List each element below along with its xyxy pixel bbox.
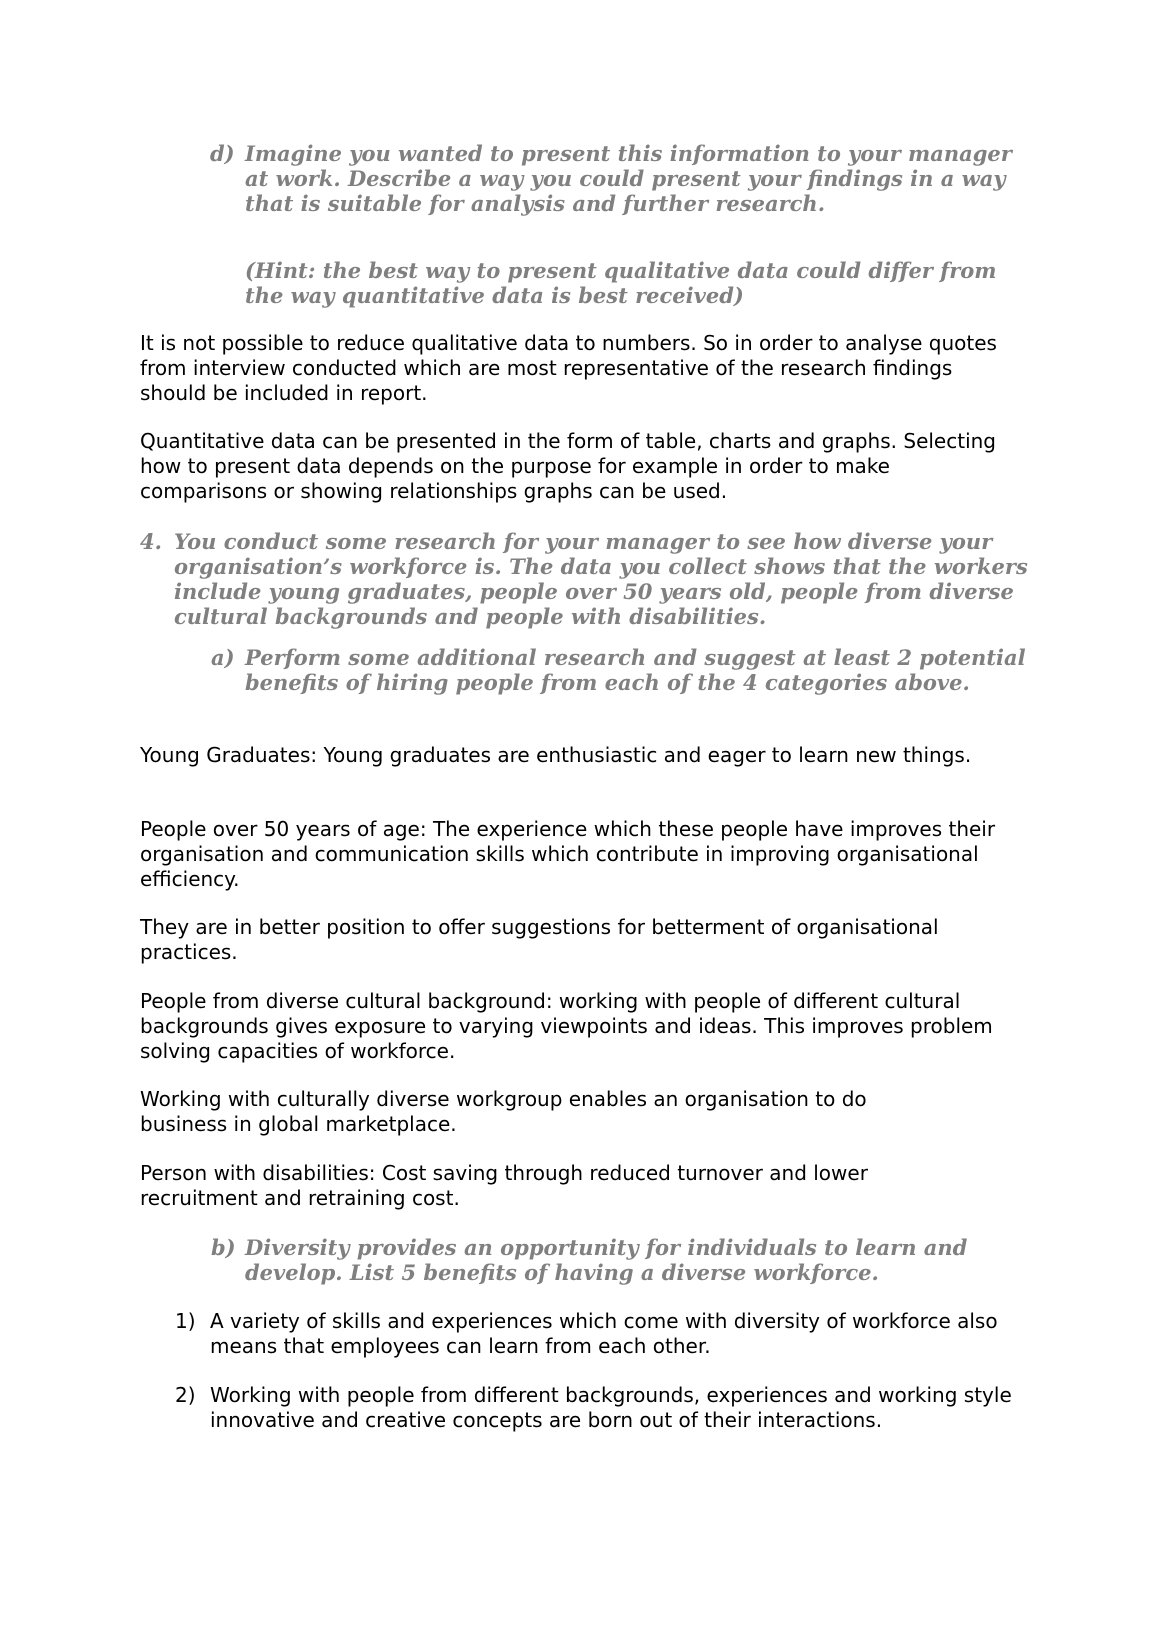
question-4b <box>211 1235 1025 1285</box>
answer-cultural: People from diverse cultural background: working with people of different cultural backgrounds gives exposure to varying viewpoints and ideas. This improves problem solving capacities of workforce. <box>140 989 993 1063</box>
question-4b-text: Diversity provides an opportunity for individuals to learn and develop. List 5 benefits of having a diverse workforce. <box>245 1235 968 1285</box>
question-d-text: Imagine you wanted to present this information to your manager at work. Describe a way you could present your findings in a way that is suitable for analysis and further research. <box>245 141 1012 216</box>
question-4a <box>211 645 1035 695</box>
question-4a-text: Perform some additional research and suggest at least 2 potential benefits of hiring people from each of the 4 categories above. <box>245 645 1026 695</box>
list-item-marker: 1) <box>175 1309 196 1333</box>
question-4a-marker: a) <box>211 645 235 670</box>
answer-young-graduates: Young Graduates: Young graduates are enthusiastic and eager to learn new things. <box>140 743 972 767</box>
answer-cultural-b: Working with culturally diverse workgroup enables an organisation to do business in global marketplace. <box>140 1087 867 1136</box>
list-item-text: Working with people from different backgrounds, experiences and working style innovative and creative concepts are born out of their interactions. <box>210 1383 1012 1432</box>
list-item-text: A variety of skills and experiences which come with diversity of workforce also means that employees can learn from each other. <box>210 1309 998 1358</box>
question-4-marker: 4. <box>140 529 162 554</box>
question-4-text: You conduct some research for your manager to see how diverse your organisation’s workforce is. The data you collect shows that the workers include young graduates, people over 50 years old, people from diverse cultural backgrounds and people with disabilities. <box>174 529 1028 629</box>
question-d-hint-text: (Hint: the best way to present qualitative data could differ from the way quantitative data is best received) <box>245 258 997 308</box>
question-4 <box>140 529 1034 629</box>
question-d-hint <box>245 258 1035 308</box>
answer-d-paragraph-2: Quantitative data can be presented in the form of table, charts and graphs. Selecting how to present data depends on the purpose for example in order to make comparisons or showing relationships graphs can be used. <box>140 429 996 503</box>
list-item <box>175 1309 1030 1359</box>
answer-over-50: People over 50 years of age: The experience which these people have improves their organisation and communication skills which contribute in improving organisational efficiency. <box>140 817 996 891</box>
question-4b-marker: b) <box>211 1235 236 1260</box>
answer-disabilities: Person with disabilities: Cost saving through reduced turnover and lower recruitment and retraining cost. <box>140 1161 868 1210</box>
list-item <box>175 1383 1030 1433</box>
question-d-marker: d) <box>210 141 235 166</box>
list-item-marker: 2) <box>175 1383 196 1407</box>
answer-d-paragraph-1: It is not possible to reduce qualitative data to numbers. So in order to analyse quotes from interview conducted which are most representative of the research findings should be included in report. <box>140 331 997 405</box>
question-d <box>210 141 1025 216</box>
answer-over-50-b: They are in better position to offer suggestions for betterment of organisational practices. <box>140 915 939 964</box>
